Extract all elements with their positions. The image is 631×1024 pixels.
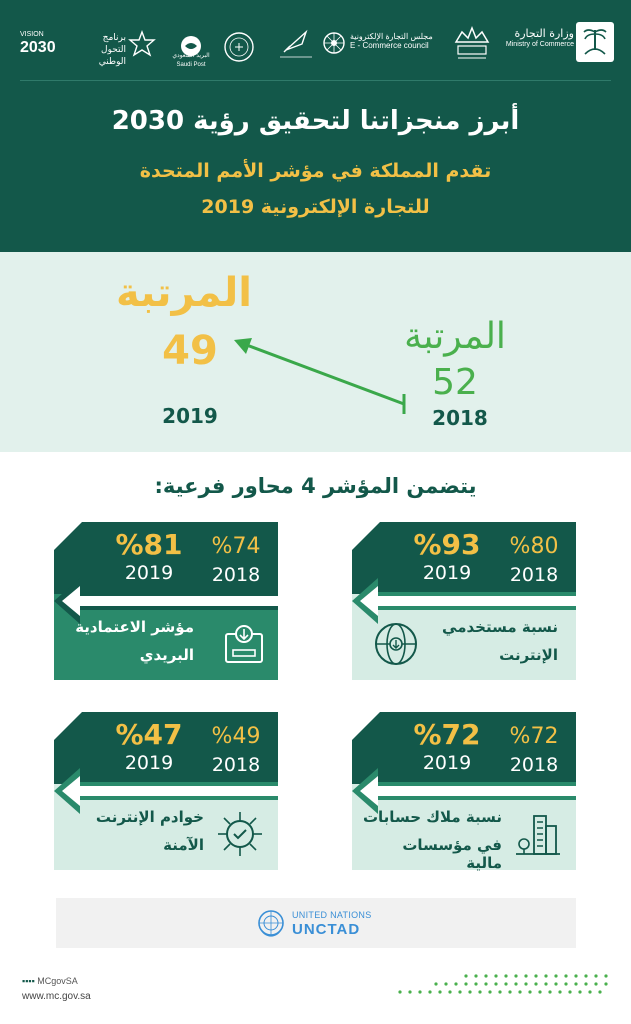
card-description-line2: الإنترنت bbox=[499, 646, 558, 664]
vision-label: VISION bbox=[20, 31, 44, 38]
card-description-line2: في مؤسسات مالية bbox=[402, 836, 502, 872]
cst-logo bbox=[276, 26, 316, 60]
indicator-card-internet-users bbox=[352, 522, 576, 680]
card-pct-2018: %49 bbox=[211, 724, 261, 749]
card-description-line1: مؤشر الاعتمادية bbox=[75, 618, 194, 636]
council-emblem-icon bbox=[322, 31, 346, 55]
buildings-icon bbox=[512, 808, 564, 860]
mailbox-icon bbox=[218, 618, 270, 670]
card-description-line1: نسبة ملاك حسابات bbox=[362, 808, 502, 826]
card-description-line1: خوادم الإنترنت bbox=[95, 808, 204, 826]
card-year-2019: 2019 bbox=[422, 752, 472, 774]
card-year-2018: 2018 bbox=[509, 564, 559, 586]
seal-logo bbox=[222, 30, 256, 64]
unctad-line1: UNITED NATIONS bbox=[292, 910, 372, 920]
card-year-2019: 2019 bbox=[124, 562, 174, 584]
card-description-line1: نسبة مستخدمي bbox=[442, 618, 558, 636]
rank-2018-label: المرتبة bbox=[404, 316, 506, 357]
ecommerce-council-logo bbox=[322, 30, 434, 56]
indicator-card-financial-accounts bbox=[352, 712, 576, 870]
unctad-source-banner bbox=[56, 898, 576, 948]
ecommerce-council-en: E - Commerce council bbox=[350, 41, 429, 50]
card-year-2018: 2018 bbox=[211, 754, 261, 776]
ntp-name-line2: الوطني bbox=[98, 57, 126, 67]
card-year-2018: 2018 bbox=[211, 564, 261, 586]
indicator-card-secure-servers bbox=[54, 712, 278, 870]
card-pct-2018: %80 bbox=[509, 534, 559, 559]
rank-2018-value: 52 bbox=[432, 362, 478, 403]
card-description-line2: البريدي bbox=[139, 646, 194, 664]
rank-2019-label: المرتبة bbox=[115, 270, 253, 316]
rank-2019-year: 2019 bbox=[162, 404, 218, 428]
page-subtitle-line2: للتجارة الإلكترونية 2019 bbox=[201, 196, 430, 218]
page-subtitle-line1: تقدم المملكة في مؤشر الأمم المتحدة bbox=[139, 160, 492, 182]
card-pct-2019: %72 bbox=[413, 718, 481, 751]
card-pct-2018: %72 bbox=[509, 724, 559, 749]
unctad-line2: UNCTAD bbox=[292, 921, 361, 938]
website-link[interactable]: www.mc.gov.sa bbox=[22, 991, 91, 1002]
rank-improvement-arrow-icon bbox=[230, 330, 420, 420]
saudi-post-en: Saudi Post bbox=[176, 62, 206, 68]
ntp-logo bbox=[78, 30, 158, 67]
social-handle-text: MCgovSA bbox=[37, 976, 78, 986]
rank-2019-value: 49 bbox=[162, 328, 218, 374]
card-year-2018: 2018 bbox=[509, 754, 559, 776]
qimma-logo bbox=[450, 24, 494, 62]
ministry-logo bbox=[500, 22, 620, 62]
ntp-star-icon bbox=[128, 30, 156, 58]
globe-icon bbox=[370, 618, 422, 670]
section-title: يتضمن المؤشر 4 محاور فرعية: bbox=[154, 474, 477, 498]
card-description-line2: الآمنة bbox=[163, 836, 204, 854]
page-title: أبرز منجزاتنا لتحقيق رؤية 2030 bbox=[111, 106, 520, 136]
rocket-emblem-icon bbox=[276, 26, 316, 60]
un-emblem-icon bbox=[256, 908, 286, 938]
card-pct-2019: %93 bbox=[413, 528, 481, 561]
round-seal-icon bbox=[222, 30, 256, 64]
palm-swords-icon bbox=[576, 22, 614, 62]
card-year-2019: 2019 bbox=[124, 752, 174, 774]
vision-year: 2030 bbox=[20, 39, 56, 56]
ecommerce-council-ar: مجلس التجارة الإلكترونية bbox=[350, 32, 433, 41]
social-handle[interactable] bbox=[22, 976, 78, 986]
decorative-dots-icon bbox=[396, 972, 610, 1000]
header-banner bbox=[0, 0, 631, 252]
saudi-post-logo bbox=[168, 26, 214, 68]
secure-server-icon bbox=[214, 808, 266, 860]
ministry-name-ar: وزارة التجارة bbox=[514, 27, 574, 40]
card-pct-2019: %81 bbox=[115, 528, 183, 561]
rank-2018-year: 2018 bbox=[432, 406, 488, 430]
card-year-2019: 2019 bbox=[422, 562, 472, 584]
ministry-name-en: Ministry of Commerce bbox=[505, 41, 574, 48]
card-pct-2018: %74 bbox=[211, 534, 261, 559]
ntp-name-line1: برنامج التحول bbox=[101, 33, 126, 55]
summit-emblem-icon bbox=[450, 24, 494, 62]
vision-2030-logo bbox=[20, 30, 68, 62]
saudi-post-ar: البريد السعودي bbox=[172, 53, 210, 59]
indicator-card-postal-reliability bbox=[54, 522, 278, 680]
header-divider bbox=[20, 80, 611, 81]
social-icons: ▪▪▪▪ bbox=[22, 976, 38, 986]
card-pct-2019: %47 bbox=[115, 718, 183, 751]
